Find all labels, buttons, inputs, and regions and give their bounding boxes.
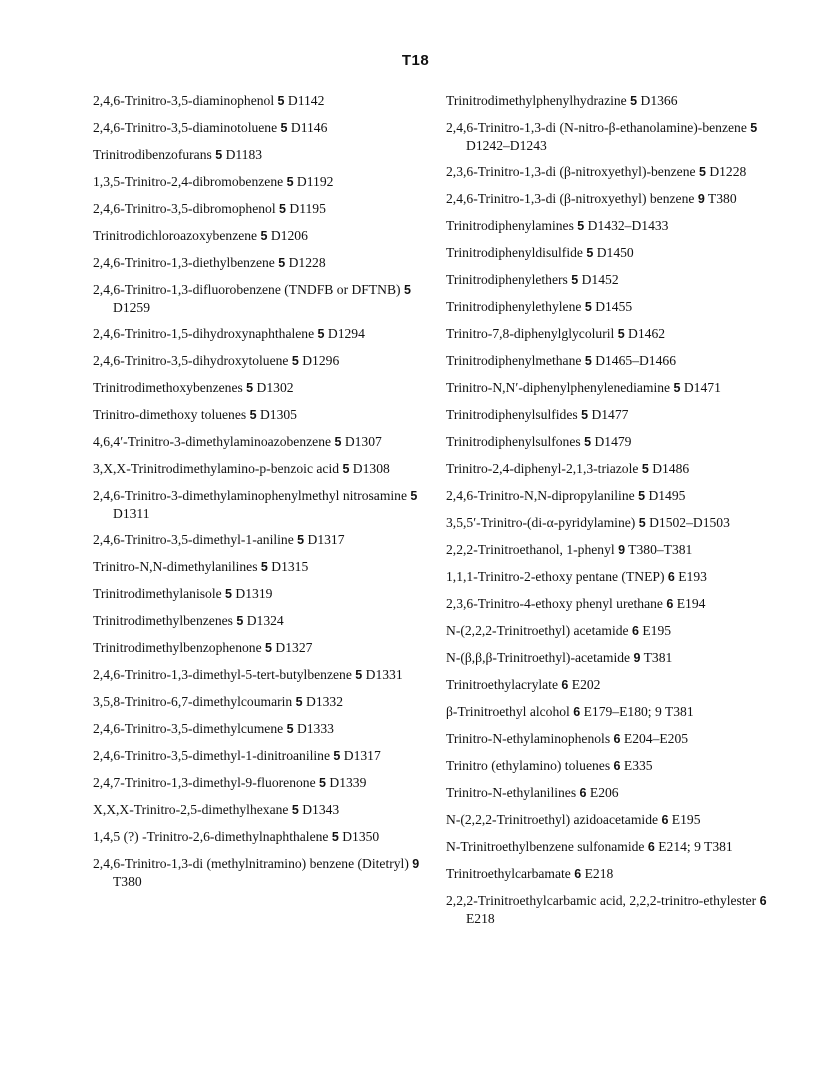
- entry-volume: 5: [333, 749, 341, 763]
- index-entry: [446, 757, 796, 775]
- entry-volume: 5: [319, 776, 326, 790]
- entry-page-ref: E218: [466, 911, 495, 926]
- entry-name: Trinitro-N-ethylaminophenols: [446, 731, 611, 746]
- entry-page-ref: D1339: [329, 775, 367, 790]
- entry-name: 2,4,6-Trinitro-N,N-dipropylaniline: [446, 488, 635, 503]
- index-entry: [446, 271, 796, 289]
- entry-volume: 5: [584, 354, 592, 368]
- index-entry: [446, 865, 796, 883]
- entry-volume: 5: [342, 462, 350, 476]
- index-entry: [93, 693, 428, 711]
- index-entry: [93, 325, 428, 343]
- entry-name: 2,2,2-Trinitroethylcarbamic acid, 2,2,2-trinitro-ethylester: [446, 893, 757, 908]
- entry-volume: 5: [286, 722, 294, 736]
- entry-volume: 5: [331, 830, 339, 844]
- entry-page-ref: D1206: [270, 228, 308, 243]
- entry-volume: 5: [638, 516, 646, 530]
- index-entry: [93, 433, 428, 451]
- index-entry: [93, 146, 428, 164]
- entry-page-ref: T380–T381: [628, 542, 693, 557]
- index-entry: [446, 892, 796, 927]
- entry-name: 2,4,7-Trinitro-1,3-dimethyl-9-fluorenone: [93, 775, 316, 790]
- entry-volume: 5: [584, 435, 592, 449]
- entry-name: 2,4,6-Trinitro-1,3-diethylbenzene: [93, 255, 275, 270]
- entry-volume: 5: [630, 94, 638, 108]
- entry-volume: 5: [249, 408, 257, 422]
- entry-page-ref: E206: [589, 785, 619, 800]
- entry-volume: 5: [638, 489, 646, 503]
- entry-volume: 6: [574, 867, 582, 881]
- entry-page-ref: D1294: [327, 326, 365, 341]
- entry-volume: 6: [579, 786, 587, 800]
- index-entry: [446, 92, 796, 110]
- entry-volume: 5: [291, 354, 299, 368]
- entry-page-ref: D1343: [302, 802, 340, 817]
- entry-name: 2,4,6-Trinitro-3,5-dibromophenol: [93, 201, 276, 216]
- entry-page-ref: E179–E180; 9 T381: [583, 704, 694, 719]
- entry-volume: 6: [661, 813, 669, 827]
- index-entry: [93, 254, 428, 272]
- entry-page-ref: D1146: [290, 120, 328, 135]
- entry-page-ref: D1317: [343, 748, 381, 763]
- index-entry: [93, 612, 428, 630]
- entry-name: Trinitrodiphenylmethane: [446, 353, 582, 368]
- entry-name: Trinitrodimethylbenzenes: [93, 613, 233, 628]
- index-entry: [446, 568, 796, 586]
- index-entry: [93, 173, 428, 191]
- entry-page-ref: E193: [678, 569, 707, 584]
- index-entry: [93, 460, 428, 478]
- index-entry: [446, 190, 796, 208]
- index-entry: [93, 487, 428, 522]
- entry-name: 2,4,6-Trinitro-3,5-diaminophenol: [93, 93, 275, 108]
- entry-page-ref: D1350: [342, 829, 380, 844]
- entry-volume: 5: [410, 489, 418, 503]
- entry-page-ref: D1192: [296, 174, 334, 189]
- index-entry: [446, 352, 796, 370]
- entry-name: Trinitro-7,8-diphenylglycoluril: [446, 326, 615, 341]
- entry-volume: 5: [277, 94, 285, 108]
- entry-volume: 6: [613, 759, 621, 773]
- index-entry: [446, 838, 796, 856]
- entry-page-ref: D1471: [683, 380, 721, 395]
- entry-page-ref: E204–E205: [623, 731, 689, 746]
- right-column: [446, 92, 796, 936]
- index-entry: [446, 119, 796, 154]
- entry-page-ref: D1366: [640, 93, 678, 108]
- index-entry: [93, 558, 428, 576]
- index-entry: [93, 774, 428, 792]
- entry-volume: 5: [317, 327, 325, 341]
- entry-volume: 6: [561, 678, 569, 692]
- entry-name: 2,3,6-Trinitro-4-ethoxy phenyl urethane: [446, 596, 663, 611]
- entry-page-ref: T381: [643, 650, 673, 665]
- entry-volume: 5: [750, 121, 758, 135]
- entry-page-ref: D1477: [591, 407, 629, 422]
- entry-name: 2,4,6-Trinitro-1,3-dimethyl-5-tert-butylbenzene: [93, 667, 352, 682]
- index-entry: [93, 855, 428, 890]
- entry-page-ref: D1259: [113, 300, 151, 315]
- entry-volume: 5: [698, 165, 706, 179]
- entry-name: N-Trinitroethylbenzene sulfonamide: [446, 839, 645, 854]
- entry-volume: 5: [577, 219, 585, 233]
- entry-volume: 5: [584, 300, 592, 314]
- entry-volume: 5: [617, 327, 625, 341]
- entry-volume: 5: [265, 641, 272, 655]
- entry-name: Trinitrodimethylbenzophenone: [93, 640, 262, 655]
- entry-page-ref: E194: [676, 596, 706, 611]
- entry-volume: 5: [280, 121, 288, 135]
- entry-page-ref: D1142: [287, 93, 325, 108]
- entry-name: Trinitrodiphenylethylene: [446, 299, 582, 314]
- index-entry: [446, 487, 796, 505]
- index-entry: [446, 325, 796, 343]
- entry-volume: 5: [225, 587, 232, 601]
- entry-volume: 5: [295, 695, 303, 709]
- entry-name: Trinitrodimethylphenylhydrazine: [446, 93, 627, 108]
- entry-name: Trinitrodiphenyldisulfide: [446, 245, 583, 260]
- entry-name: Trinitrodiphenylethers: [446, 272, 568, 287]
- entry-page-ref: D1432–D1433: [587, 218, 669, 233]
- entry-page-ref: T380: [113, 874, 142, 889]
- entry-page-ref: D1242–D1243: [466, 138, 547, 153]
- entry-page-ref: D1307: [344, 434, 382, 449]
- entry-name: 2,4,6-Trinitro-1,3-difluorobenzene (TNDFB or DFTNB): [93, 282, 401, 297]
- entry-volume: 6: [613, 732, 621, 746]
- entry-name: Trinitrodiphenylamines: [446, 218, 574, 233]
- index-entry: [446, 433, 796, 451]
- index-entry: [446, 379, 796, 397]
- entry-volume: 5: [581, 408, 589, 422]
- entry-page-ref: D1317: [307, 532, 345, 547]
- entry-name: Trinitroethylcarbamate: [446, 866, 571, 881]
- index-entry: [446, 649, 796, 667]
- entry-volume: 5: [215, 148, 223, 162]
- entry-name: 2,4,6-Trinitro-1,3-di (β-nitroxyethyl) benzene: [446, 191, 695, 206]
- index-entry: [93, 720, 428, 738]
- index-entry: [93, 666, 428, 684]
- index-entry: [446, 460, 796, 478]
- entry-volume: 5: [236, 614, 244, 628]
- entry-name: 1,1,1-Trinitro-2-ethoxy pentane (TNEP): [446, 569, 665, 584]
- index-entry: [93, 531, 428, 549]
- index-entry: [446, 595, 796, 613]
- index-entry: [93, 828, 428, 846]
- entry-volume: 9: [412, 857, 420, 871]
- entry-volume: 5: [286, 175, 294, 189]
- entry-page-ref: E214; 9 T381: [658, 839, 733, 854]
- entry-volume: 5: [641, 462, 649, 476]
- index-entry: [93, 352, 428, 370]
- index-entry: [446, 217, 796, 235]
- entry-volume: 5: [260, 229, 268, 243]
- entry-volume: 9: [633, 651, 641, 665]
- index-entry: [446, 541, 796, 559]
- entry-page-ref: D1455: [595, 299, 633, 314]
- entry-name: Trinitro-N,N-dimethylanilines: [93, 559, 258, 574]
- entry-page-ref: D1315: [271, 559, 309, 574]
- entry-volume: 5: [571, 273, 579, 287]
- entry-page-ref: D1450: [596, 245, 634, 260]
- index-entry: [446, 406, 796, 424]
- entry-name: 2,4,6-Trinitro-3,5-diaminotoluene: [93, 120, 278, 135]
- entry-page-ref: D1308: [352, 461, 390, 476]
- entry-volume: 6: [667, 570, 675, 584]
- entry-name: N-(β,β,β-Trinitroethyl)-acetamide: [446, 650, 631, 665]
- entry-volume: 5: [279, 202, 286, 216]
- entry-volume: 5: [260, 560, 268, 574]
- entry-volume: 5: [278, 256, 286, 270]
- entry-name: 1,4,5 (?) -Trinitro-2,6-dimethylnaphthalene: [93, 829, 329, 844]
- index-entry: [93, 92, 428, 110]
- entry-page-ref: D1296: [302, 353, 340, 368]
- entry-page-ref: D1331: [365, 667, 403, 682]
- entry-volume: 9: [697, 192, 705, 206]
- index-entry: [93, 639, 428, 657]
- index-entry: [93, 281, 428, 316]
- entry-page-ref: D1195: [289, 201, 326, 216]
- index-entry: [446, 676, 796, 694]
- entry-name: Trinitrodiphenylsulfones: [446, 434, 581, 449]
- entry-name: 2,4,6-Trinitro-1,5-dihydroxynaphthalene: [93, 326, 315, 341]
- entry-name: Trinitro-dimethoxy toluenes: [93, 407, 247, 422]
- index-entry: [446, 811, 796, 829]
- index-entry: [93, 379, 428, 397]
- entry-name: Trinitrodiphenylsulfides: [446, 407, 578, 422]
- entry-page-ref: E335: [623, 758, 653, 773]
- entry-volume: 6: [632, 624, 639, 638]
- entry-name: Trinitro-N,N′-diphenylphenylenediamine: [446, 380, 671, 395]
- entry-volume: 6: [759, 894, 767, 908]
- entry-page-ref: D1502–D1503: [649, 515, 730, 530]
- entry-volume: 5: [246, 381, 254, 395]
- entry-name: 3,5,5′-Trinitro-(di-α-pyridylamine): [446, 515, 636, 530]
- index-entry: [93, 801, 428, 819]
- entry-page-ref: D1319: [235, 586, 273, 601]
- entry-page-ref: E218: [584, 866, 614, 881]
- entry-name: 2,4,6-Trinitro-1,3-di (N-nitro-β-ethanolamine)-benzene: [446, 120, 747, 135]
- entry-page-ref: D1228: [709, 164, 747, 179]
- index-entry: [446, 730, 796, 748]
- entry-page-ref: D1311: [113, 506, 150, 521]
- entry-name: Trinitro-2,4-diphenyl-2,1,3-triazole: [446, 461, 639, 476]
- entry-name: Trinitrodichloroazoxybenzene: [93, 228, 258, 243]
- entry-volume: 5: [355, 668, 363, 682]
- entry-page-ref: E202: [571, 677, 601, 692]
- entry-volume: 5: [586, 246, 594, 260]
- entry-name: β-Trinitroethyl alcohol: [446, 704, 570, 719]
- entry-volume: 6: [573, 705, 581, 719]
- entry-name: Trinitrodibenzofurans: [93, 147, 212, 162]
- entry-page-ref: D1324: [246, 613, 284, 628]
- index-entry: [93, 406, 428, 424]
- entry-volume: 5: [404, 283, 411, 297]
- entry-name: 3,X,X-Trinitrodimethylamino-p-benzoic acid: [93, 461, 340, 476]
- entry-name: Trinitro (ethylamino) toluenes: [446, 758, 611, 773]
- entry-page-ref: D1332: [306, 694, 344, 709]
- entry-name: 2,4,6-Trinitro-3,5-dimethyl-1-aniline: [93, 532, 294, 547]
- index-entry: [446, 703, 796, 721]
- page-header: T18: [401, 52, 430, 69]
- entry-volume: 5: [673, 381, 681, 395]
- entry-name: 2,2,2-Trinitroethanol, 1-phenyl: [446, 542, 615, 557]
- entry-page-ref: D1479: [594, 434, 632, 449]
- index-entry: [446, 244, 796, 262]
- entry-volume: 5: [334, 435, 342, 449]
- entry-page-ref: T380: [707, 191, 737, 206]
- entry-page-ref: D1486: [652, 461, 690, 476]
- index-entry: [446, 163, 796, 181]
- entry-page-ref: D1228: [288, 255, 326, 270]
- index-entry: [446, 514, 796, 532]
- entry-page-ref: D1183: [225, 147, 263, 162]
- entry-name: Trinitrodimethylanisole: [93, 586, 222, 601]
- entry-name: 2,4,6-Trinitro-3,5-dimethyl-1-dinitroaniline: [93, 748, 330, 763]
- entry-page-ref: E195: [671, 812, 701, 827]
- entry-name: X,X,X-Trinitro-2,5-dimethylhexane: [93, 802, 289, 817]
- entry-page-ref: D1452: [581, 272, 619, 287]
- entry-name: 2,4,6-Trinitro-3,5-dimethylcumene: [93, 721, 284, 736]
- entry-page-ref: D1305: [259, 407, 297, 422]
- entry-name: 2,4,6-Trinitro-1,3-di (methylnitramino) benzene (Ditetryl): [93, 856, 409, 871]
- index-entry: [93, 585, 428, 603]
- entry-name: Trinitro-N-ethylanilines: [446, 785, 577, 800]
- index-entry: [93, 747, 428, 765]
- entry-page-ref: D1462: [628, 326, 666, 341]
- entry-name: N-(2,2,2-Trinitroethyl) azidoacetamide: [446, 812, 659, 827]
- entry-page-ref: D1327: [275, 640, 313, 655]
- index-entry: [446, 298, 796, 316]
- entry-volume: 6: [666, 597, 674, 611]
- entry-page-ref: D1333: [296, 721, 334, 736]
- entry-page-ref: E195: [642, 623, 672, 638]
- entry-name: N-(2,2,2-Trinitroethyl) acetamide: [446, 623, 629, 638]
- entry-name: 3,5,8-Trinitro-6,7-dimethylcoumarin: [93, 694, 293, 709]
- entry-volume: 6: [647, 840, 655, 854]
- index-entry: [446, 622, 796, 640]
- entry-name: 1,3,5-Trinitro-2,4-dibromobenzene: [93, 174, 284, 189]
- entry-volume: 5: [291, 803, 299, 817]
- entry-name: 4,6,4′-Trinitro-3-dimethylaminoazobenzene: [93, 434, 332, 449]
- index-entry: [93, 200, 428, 218]
- index-entry: [93, 119, 428, 137]
- index-entry: [93, 227, 428, 245]
- index-entry: [446, 784, 796, 802]
- entry-volume: 9: [618, 543, 626, 557]
- left-column: [93, 92, 428, 899]
- entry-page-ref: D1302: [256, 380, 294, 395]
- entry-page-ref: D1495: [648, 488, 686, 503]
- entry-name: Trinitroethylacrylate: [446, 677, 558, 692]
- entry-page-ref: D1465–D1466: [595, 353, 676, 368]
- entry-name: Trinitrodimethoxybenzenes: [93, 380, 243, 395]
- entry-volume: 5: [297, 533, 305, 547]
- entry-name: 2,4,6-Trinitro-3-dimethylaminophenylmethyl nitrosamine: [93, 488, 408, 503]
- entry-name: 2,3,6-Trinitro-1,3-di (β-nitroxyethyl)-benzene: [446, 164, 696, 179]
- entry-name: 2,4,6-Trinitro-3,5-dihydroxytoluene: [93, 353, 289, 368]
